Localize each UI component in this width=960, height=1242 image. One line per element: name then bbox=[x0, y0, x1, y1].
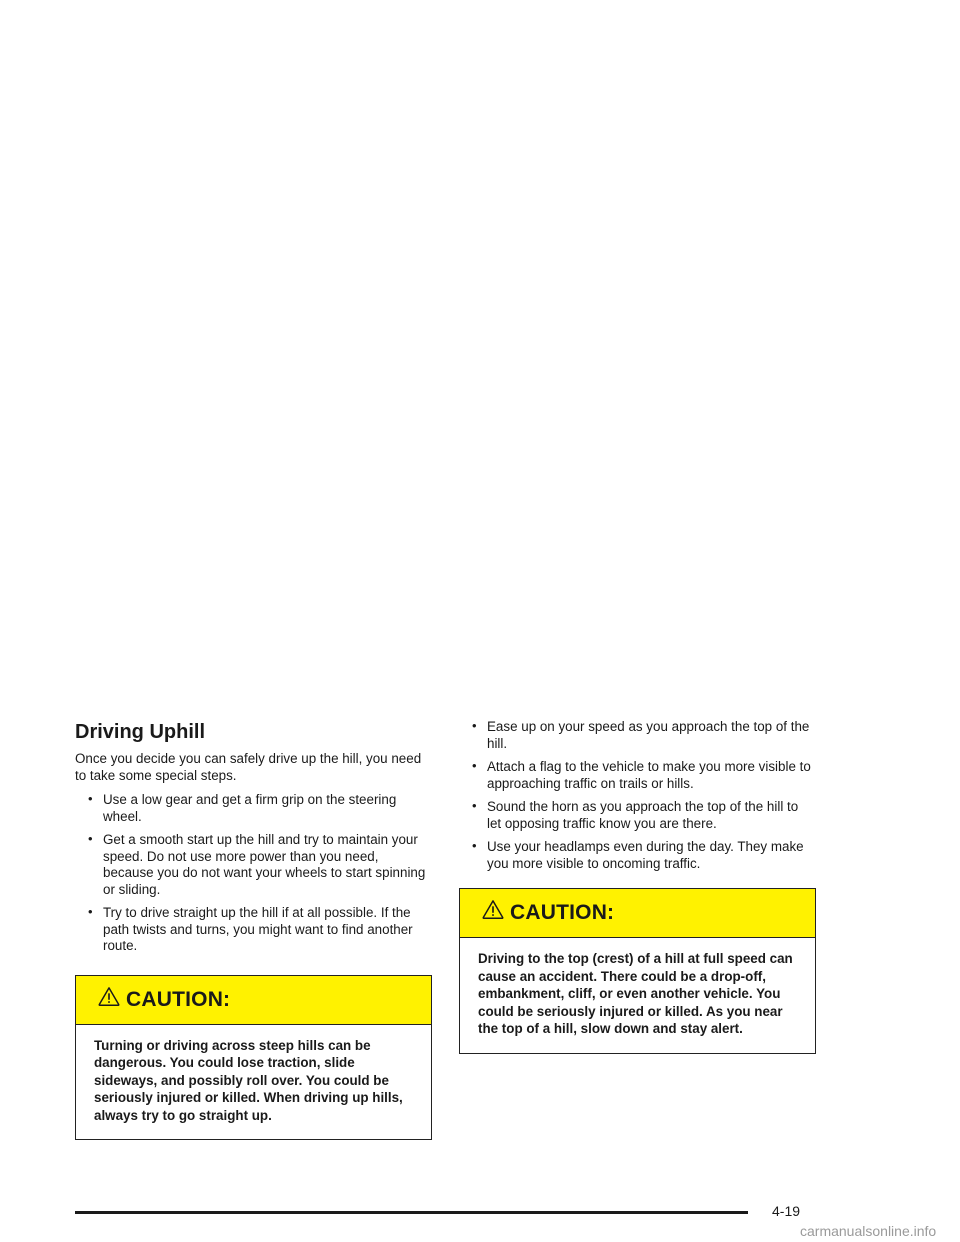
caution-label: CAUTION: bbox=[126, 987, 231, 1011]
right-bullet-list bbox=[459, 719, 816, 872]
left-bullet-list bbox=[75, 792, 432, 955]
intro-paragraph: Once you decide you can safely drive up the hill, you need to take some special steps. bbox=[75, 751, 422, 783]
bullet-dot-icon: • bbox=[88, 791, 93, 806]
warning-triangle-icon bbox=[98, 986, 120, 1008]
warning-triangle-icon bbox=[482, 899, 504, 921]
caution-header bbox=[76, 976, 431, 1025]
page-number: 4-19 bbox=[772, 1203, 801, 1219]
list-item: • Attach a flag to the vehicle to make you more visible to approaching traffic on trails or hills. bbox=[472, 758, 811, 791]
caution-box-left bbox=[75, 975, 432, 1141]
caution-label: CAUTION: bbox=[510, 901, 615, 924]
bullet-dot-icon: • bbox=[472, 758, 477, 773]
caution-text: Driving to the top (crest) of a hill at full speed can cause an accident. There could be a drop-off, embankment, cliff, or even another vehicle. You could be seriously injured or killed. As you near the top of a hill, slow down and stay alert. bbox=[478, 951, 793, 1037]
list-item: • Use a low gear and get a firm grip on the steering wheel. bbox=[88, 791, 397, 824]
left-column bbox=[75, 720, 432, 1140]
caution-text: Turning or driving across steep hills can be dangerous. You could lose traction, slide sideways, and possibly roll over. You could be seriously injured or killed. When driving up hills, always try to go straight up. bbox=[94, 1037, 403, 1123]
right-column bbox=[459, 719, 816, 1054]
list-item: • Ease up on your speed as you approach the top of the hill. bbox=[472, 718, 810, 751]
watermark: carmanualsonline.info bbox=[800, 1223, 937, 1239]
section-title: Driving Uphill bbox=[75, 721, 205, 743]
bullet-dot-icon: • bbox=[472, 798, 477, 813]
list-item: • Get a smooth start up the hill and try to maintain your speed. Do not use more power than you need, because you do not want your wheels to start spinning or sliding. bbox=[88, 831, 426, 897]
caution-box-right bbox=[459, 888, 816, 1054]
list-item: • Try to drive straight up the hill if at all possible. If the path twists and turns, you might want to find another route. bbox=[88, 904, 413, 953]
bullet-dot-icon: • bbox=[88, 904, 93, 919]
list-item: • Sound the horn as you approach the top of the hill to let opposing traffic know you are there. bbox=[472, 798, 799, 831]
caution-header bbox=[460, 889, 815, 938]
footer-rule bbox=[75, 1211, 748, 1214]
bullet-dot-icon: • bbox=[88, 831, 93, 846]
list-item: • Use your headlamps even during the day. They make you more visible to oncoming traffic. bbox=[472, 838, 804, 871]
bullet-dot-icon: • bbox=[472, 718, 477, 733]
bullet-dot-icon: • bbox=[472, 838, 477, 853]
